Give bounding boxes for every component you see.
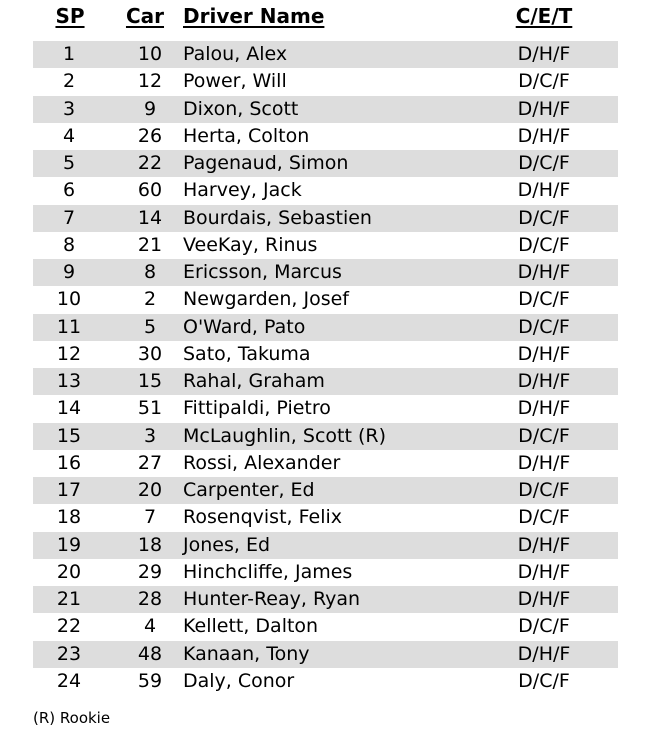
- cell-sp: 4: [62, 124, 76, 147]
- cell-car: 12: [137, 70, 163, 93]
- cell-sp: 17: [56, 479, 82, 501]
- header-sp: SP: [55, 4, 85, 28]
- cell-sp: 13: [56, 370, 82, 392]
- cell-sp: 14: [56, 397, 82, 420]
- cell-cet: D/C/F: [518, 152, 570, 174]
- cell-driver-name: Power, Will: [183, 70, 287, 93]
- table-row: [33, 504, 618, 531]
- cell-car: 9: [143, 97, 157, 120]
- cell-driver-name: Carpenter, Ed: [183, 479, 315, 501]
- cell-driver-name: Ericsson, Marcus: [183, 261, 342, 283]
- table-row: [33, 205, 618, 232]
- table-row: [33, 641, 618, 668]
- header-car: Car: [125, 4, 165, 28]
- cell-driver-name: Daly, Conor: [183, 669, 295, 692]
- cell-sp: 2: [62, 70, 76, 93]
- table-row: [33, 532, 618, 559]
- cell-driver-name: Harvey, Jack: [183, 179, 302, 202]
- cell-driver-name: McLaughlin, Scott (R): [183, 424, 386, 447]
- table-row: [33, 286, 618, 313]
- table-row: [33, 423, 618, 450]
- cell-car: 7: [143, 506, 157, 529]
- cell-driver-name: Hinchcliffe, James: [183, 560, 353, 583]
- cell-driver-name: Fittipaldi, Pietro: [183, 397, 331, 420]
- cell-cet: D/H/F: [517, 588, 571, 610]
- cell-driver-name: Newgarden, Josef: [183, 288, 349, 311]
- cell-driver-name: Hunter-Reay, Ryan: [183, 588, 361, 610]
- cell-car: 48: [137, 642, 163, 665]
- cell-car: 21: [137, 233, 163, 256]
- cell-driver-name: Rosenqvist, Felix: [183, 506, 342, 529]
- table-row: [33, 68, 618, 95]
- cell-cet: D/C/F: [518, 615, 570, 638]
- table-row: [33, 259, 618, 286]
- cell-car: 4: [143, 615, 157, 638]
- cell-driver-name: VeeKay, Rinus: [183, 233, 318, 256]
- cell-car: 18: [137, 533, 163, 556]
- cell-car: 51: [137, 397, 163, 420]
- cell-driver-name: Pagenaud, Simon: [183, 152, 349, 174]
- cell-car: 3: [143, 424, 157, 447]
- cell-driver-name: Rahal, Graham: [183, 370, 325, 392]
- cell-sp: 11: [56, 315, 82, 338]
- cell-car: 59: [137, 669, 163, 692]
- cell-cet: D/H/F: [517, 397, 571, 420]
- cell-cet: D/H/F: [517, 179, 571, 202]
- cell-driver-name: Palou, Alex: [183, 43, 288, 65]
- table-row: [33, 395, 618, 422]
- table-row: [33, 559, 618, 586]
- table-row: [33, 613, 618, 640]
- cell-sp: 23: [56, 642, 82, 665]
- cell-cet: D/C/F: [518, 669, 570, 692]
- cell-driver-name: Rossi, Alexander: [183, 451, 341, 474]
- cell-car: 30: [137, 342, 163, 365]
- cell-cet: D/C/F: [518, 206, 570, 229]
- cell-car: 2: [143, 288, 157, 311]
- cell-sp: 12: [56, 342, 82, 365]
- cell-sp: 8: [62, 233, 76, 256]
- cell-cet: D/C/F: [518, 424, 570, 447]
- table-row: [33, 314, 618, 341]
- table-row: [33, 368, 618, 395]
- cell-car: 8: [143, 261, 157, 283]
- cell-cet: D/C/F: [518, 479, 570, 501]
- cell-driver-name: Kellett, Dalton: [183, 615, 319, 638]
- cell-sp: 21: [56, 588, 82, 610]
- table-row: [33, 123, 618, 150]
- cell-car: 20: [137, 479, 163, 501]
- cell-sp: 3: [62, 97, 76, 120]
- cell-cet: D/C/F: [518, 233, 570, 256]
- cell-cet: D/H/F: [517, 342, 571, 365]
- cell-driver-name: Kanaan, Tony: [183, 642, 310, 665]
- cell-sp: 15: [56, 424, 82, 447]
- cell-driver-name: Jones, Ed: [183, 533, 271, 556]
- header-cet: C/E/T: [515, 4, 573, 28]
- cell-driver-name: Dixon, Scott: [183, 97, 299, 120]
- cell-cet: D/H/F: [517, 261, 571, 283]
- table-row: [33, 41, 618, 68]
- cell-car: 22: [137, 152, 163, 174]
- cell-car: 5: [143, 315, 157, 338]
- cell-car: 60: [137, 179, 163, 202]
- cell-car: 15: [137, 370, 163, 392]
- cell-driver-name: Sato, Takuma: [183, 342, 311, 365]
- cell-cet: D/H/F: [517, 370, 571, 392]
- cell-cet: D/H/F: [517, 560, 571, 583]
- cell-cet: D/C/F: [518, 70, 570, 93]
- cell-cet: D/H/F: [517, 533, 571, 556]
- cell-sp: 19: [56, 533, 82, 556]
- cell-sp: 16: [56, 451, 82, 474]
- cell-cet: D/H/F: [517, 97, 571, 120]
- cell-sp: 9: [62, 261, 76, 283]
- cell-cet: D/C/F: [518, 506, 570, 529]
- cell-sp: 22: [56, 615, 82, 638]
- table-row: [33, 150, 618, 177]
- table-row: [33, 341, 618, 368]
- cell-driver-name: O'Ward, Pato: [183, 315, 306, 338]
- cell-sp: 10: [56, 288, 82, 311]
- table-row: [33, 668, 618, 695]
- cell-cet: D/C/F: [518, 288, 570, 311]
- cell-car: 28: [137, 588, 163, 610]
- header-driver-name: Driver Name: [183, 4, 325, 28]
- cell-car: 27: [137, 451, 163, 474]
- table-row: [33, 450, 618, 477]
- cell-cet: D/H/F: [517, 451, 571, 474]
- table-header: [0, 4, 650, 34]
- cell-sp: 18: [56, 506, 82, 529]
- cell-sp: 7: [62, 206, 76, 229]
- footnote: (R) Rookie: [33, 709, 111, 727]
- cell-cet: D/H/F: [517, 43, 571, 65]
- table-row: [33, 586, 618, 613]
- cell-sp: 6: [62, 179, 76, 202]
- cell-cet: D/H/F: [517, 124, 571, 147]
- cell-cet: D/C/F: [518, 315, 570, 338]
- cell-car: 14: [137, 206, 163, 229]
- cell-car: 10: [137, 43, 163, 65]
- table-row: [33, 96, 618, 123]
- cell-sp: 20: [56, 560, 82, 583]
- cell-cet: D/H/F: [517, 642, 571, 665]
- table-row: [33, 232, 618, 259]
- cell-sp: 1: [62, 43, 76, 65]
- cell-sp: 24: [56, 669, 82, 692]
- cell-driver-name: Herta, Colton: [183, 124, 310, 147]
- cell-car: 26: [137, 124, 163, 147]
- table-row: [33, 177, 618, 204]
- cell-car: 29: [137, 560, 163, 583]
- cell-driver-name: Bourdais, Sebastien: [183, 206, 372, 229]
- cell-sp: 5: [62, 152, 76, 174]
- starting-grid-table: [33, 41, 618, 695]
- table-row: [33, 477, 618, 504]
